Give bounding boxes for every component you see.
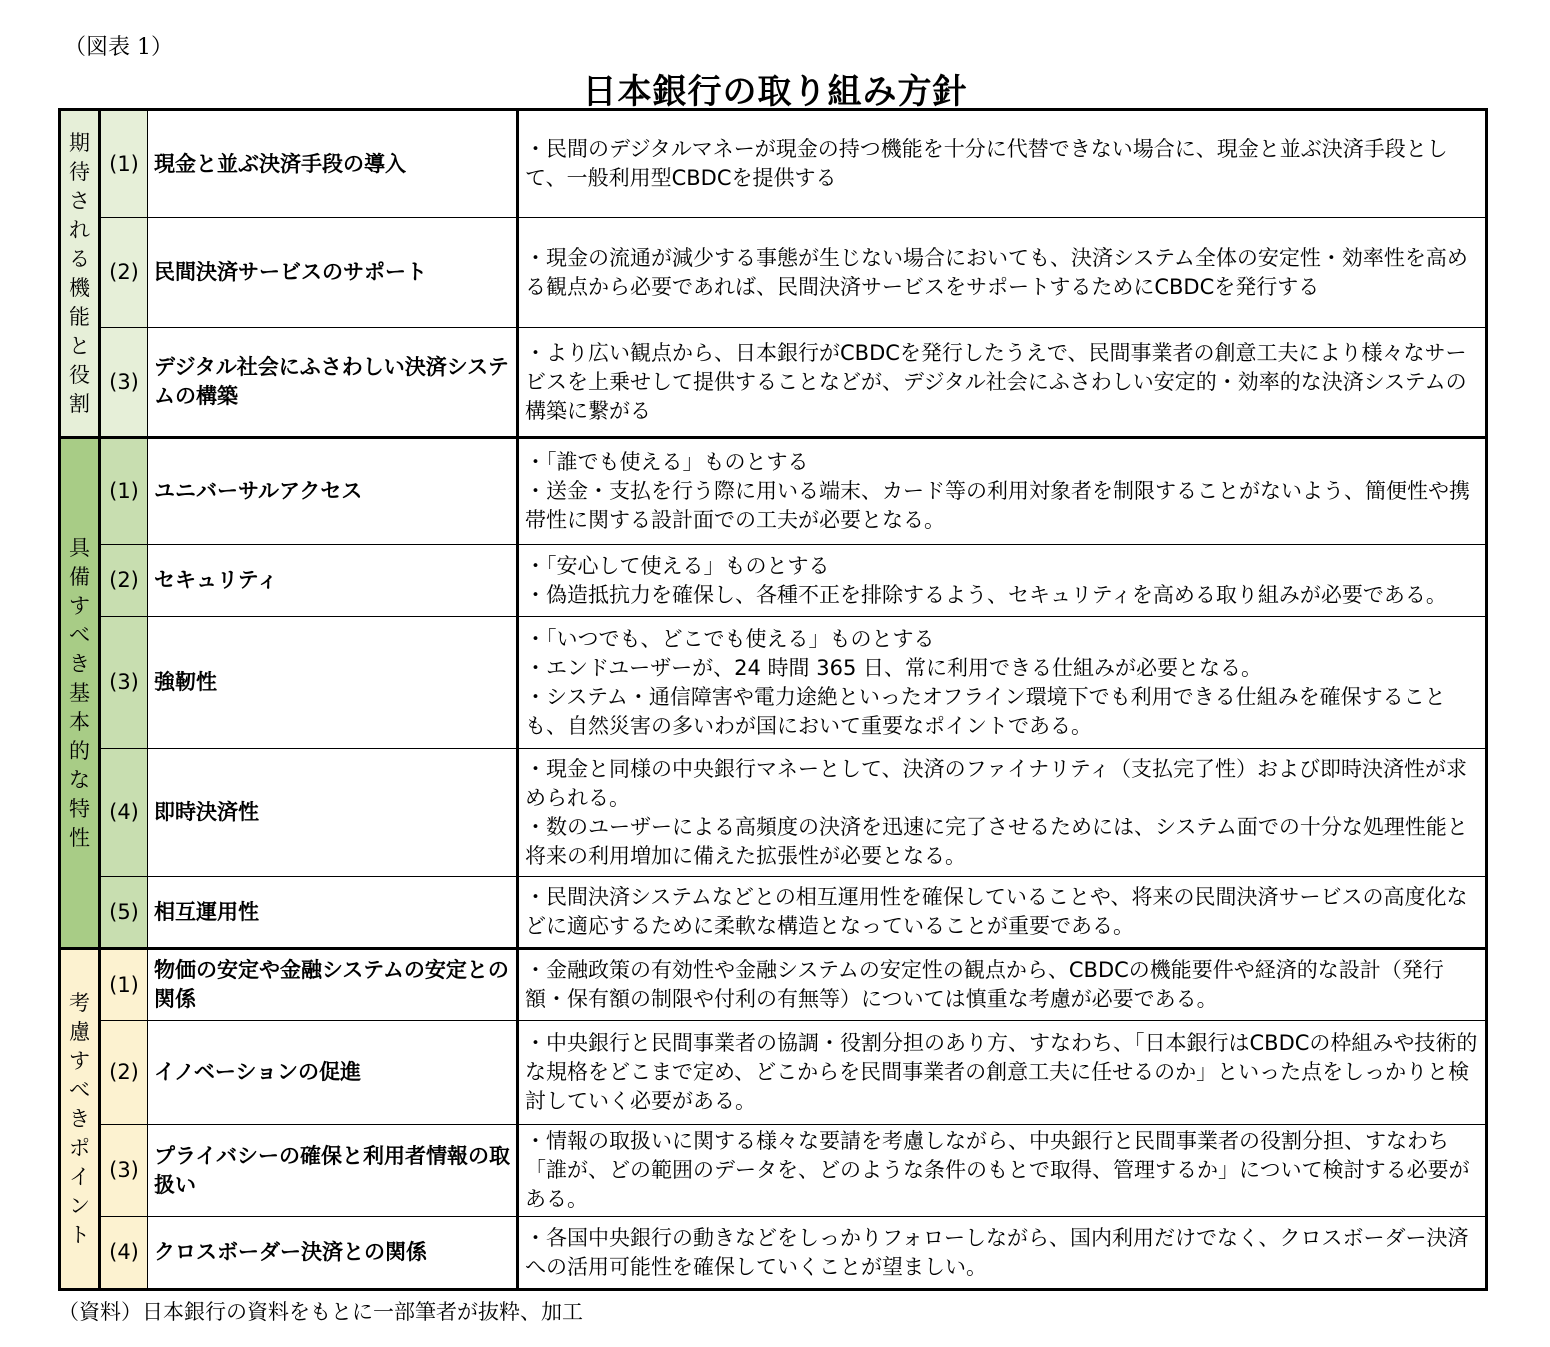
item-name: セキュリティ [148,545,518,617]
item-number: (5) [100,877,148,949]
item-description: ・より広い観点から、日本銀行がCBDCを発行したうえで、民間事業者の創意工夫により様々なサービスを上乗せして提供することなどが、デジタル社会にふさわしい安定的・効率的な決済システムの構築に繋がる [518,328,1487,438]
table-row [60,877,1487,949]
item-description: ・金融政策の有効性や金融システムの安定性の観点から、CBDCの機能要件や経済的な設計（発行額・保有額の制限や付利の有無等）については慎重な考慮が必要である。 [518,949,1487,1021]
table-row [60,218,1487,328]
figure-label: （図表 1） [64,35,173,60]
item-name: 民間決済サービスのサポート [148,218,518,328]
item-description: ・「いつでも、どこでも使える」ものとする ・エンドユーザーが、24 時間 365 日、常に利用できる仕組みが必要となる。 ・システム・通信障害や電力途絶といったオフライン環境下でも利用できる仕組みを確保することも、自然災害の多いわが国において重要なポイントである。 [518,617,1487,749]
table-row [60,749,1487,877]
policy-table [58,108,1488,1291]
source-note: （資料）日本銀行の資料をもとに一部筆者が抜粋、加工 [58,1300,583,1324]
item-number: (4) [100,1217,148,1290]
item-number: (3) [100,1125,148,1217]
item-name: デジタル社会にふさわしい決済システムの構築 [148,328,518,438]
item-number: (3) [100,617,148,749]
section-label-functions: 期待される機能と役割 [60,110,100,438]
item-name: プライバシーの確保と利用者情報の取扱い [148,1125,518,1217]
table-row [60,438,1487,545]
item-number: (2) [100,545,148,617]
item-description: ・民間のデジタルマネーが現金の持つ機能を十分に代替できない場合に、現金と並ぶ決済手段として、一般利用型CBDCを提供する [518,110,1487,218]
item-name: 物価の安定や金融システムの安定との関係 [148,949,518,1021]
item-number: (1) [100,438,148,545]
item-name: 相互運用性 [148,877,518,949]
item-name: ユニバーサルアクセス [148,438,518,545]
item-name: イノベーションの促進 [148,1021,518,1125]
item-number: (1) [100,110,148,218]
item-description: ・中央銀行と民間事業者の協調・役割分担のあり方、すなわち、「日本銀行はCBDCの枠組みや技術的な規格をどこまで定め、どこからを民間事業者の創意工夫に任せるのか」といった点をしっかりと検討していく必要がある。 [518,1021,1487,1125]
item-description: ・現金の流通が減少する事態が生じない場合においても、決済システム全体の安定性・効率性を高める観点から必要であれば、民間決済サービスをサポートするためにCBDCを発行する [518,218,1487,328]
table-row [60,949,1487,1021]
item-name: 強靭性 [148,617,518,749]
section-label-considerations: 考慮すべきポイント [60,949,100,1290]
table-row [60,545,1487,617]
item-description: ・「安心して使える」ものとする ・偽造抵抗力を確保し、各種不正を排除するよう、セキュリティを高める取り組みが必要である。 [518,545,1487,617]
table-row [60,1217,1487,1290]
table-row [60,110,1487,218]
item-number: (4) [100,749,148,877]
table-row [60,328,1487,438]
item-number: (3) [100,328,148,438]
item-number: (2) [100,1021,148,1125]
page-title: 日本銀行の取り組み方針 [582,72,968,112]
table-row [60,1125,1487,1217]
table-row [60,1021,1487,1125]
section-label-characteristics: 具備すべき基本的な特性 [60,438,100,949]
item-description: ・現金と同様の中央銀行マネーとして、決済のファイナリティ（支払完了性）および即時決済性が求められる。 ・数のユーザーによる高頻度の決済を迅速に完了させるためには、システム面での十分な処理性能と将来の利用増加に備えた拡張性が必要となる。 [518,749,1487,877]
item-description: ・「誰でも使える」ものとする ・送金・支払を行う際に用いる端末、カード等の利用対象者を制限することがないよう、簡便性や携帯性に関する設計面での工夫が必要となる。 [518,438,1487,545]
table-row [60,617,1487,749]
item-description: ・民間決済システムなどとの相互運用性を確保していることや、将来の民間決済サービスの高度化などに適応するために柔軟な構造となっていることが重要である。 [518,877,1487,949]
item-name: 現金と並ぶ決済手段の導入 [148,110,518,218]
item-number: (1) [100,949,148,1021]
item-description: ・情報の取扱いに関する様々な要請を考慮しながら、中央銀行と民間事業者の役割分担、すなわち「誰が、どの範囲のデータを、どのような条件のもとで取得、管理するか」について検討する必要がある。 [518,1125,1487,1217]
item-description: ・各国中央銀行の動きなどをしっかりフォローしながら、国内利用だけでなく、クロスボーダー決済への活用可能性を確保していくことが望ましい。 [518,1217,1487,1290]
item-number: (2) [100,218,148,328]
item-name: クロスボーダー決済との関係 [148,1217,518,1290]
item-name: 即時決済性 [148,749,518,877]
